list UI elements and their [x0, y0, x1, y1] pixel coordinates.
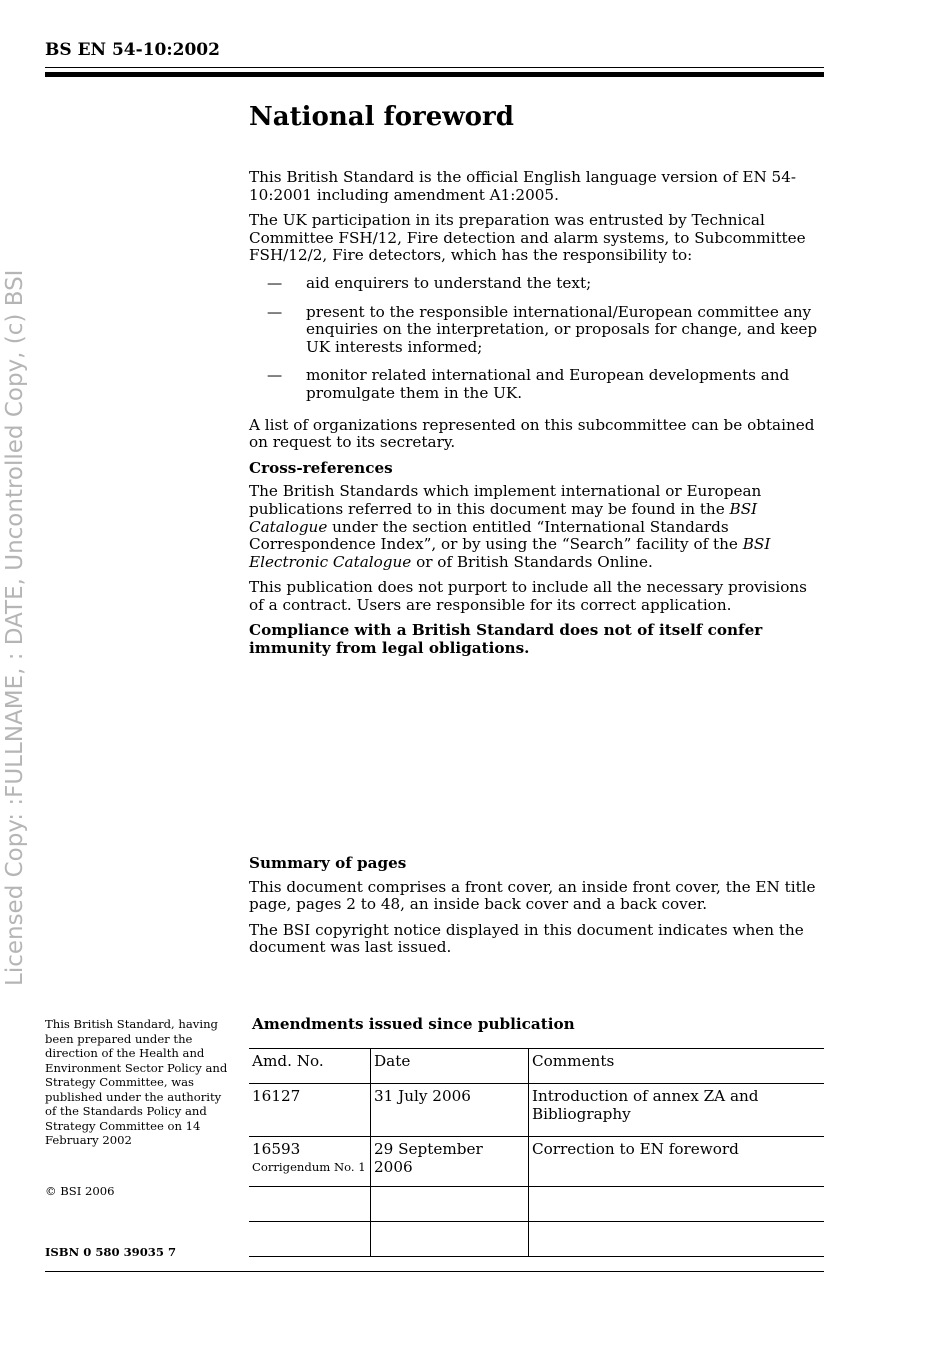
list-item-text: monitor related international and European developments and promulgate them in the UK.	[306, 366, 790, 402]
copyright-notice-paragraph: The BSI copyright notice displayed in this document indicates when the document was last issued.	[249, 920, 804, 957]
table-row	[249, 1137, 824, 1187]
amd-no-cell	[249, 1222, 371, 1257]
column-header-comments: Comments	[529, 1049, 825, 1084]
column-header-date: Date	[371, 1049, 529, 1084]
date-cell	[371, 1222, 529, 1257]
date-cell: 29 September 2006	[371, 1137, 529, 1187]
license-watermark: Licensed Copy: :FULLNAME, : DATE, Uncontrolled Copy, (c) BSI	[2, 269, 28, 986]
crossref-text-b: under the section entitled “International Standards Correspondence Index”, or by using the “Search” facility of the	[249, 517, 743, 554]
date-cell	[371, 1187, 529, 1222]
list-item	[249, 304, 824, 357]
national-foreword	[249, 100, 824, 666]
amd-no: 16593	[252, 1140, 301, 1158]
table-row	[249, 1084, 824, 1137]
intro-paragraph: This British Standard is the official English language version of EN 54-10:2001 including amendment A1:2005.	[249, 168, 797, 204]
summary-of-pages	[249, 855, 824, 965]
organizations-paragraph: A list of organizations represented on this subcommittee can be obtained on request to its secretary.	[249, 415, 815, 452]
list-item	[249, 367, 824, 402]
participation-paragraph: The UK participation in its preparation was entrusted by Technical Committee FSH/12, Fire detection and alarm systems, to Subcommittee FSH/12/2, Fire detectors, which has the responsibility to:	[249, 211, 806, 265]
table-row	[249, 1222, 824, 1257]
cross-references-heading: Cross-references	[249, 458, 393, 477]
publication-note: This British Standard, having been prepared under the direction of the Health and Environment Sector Policy and Strategy Committee, was published under the authority of the Standards Policy and Strategy Committee on 14 February 2002	[45, 1017, 228, 1147]
amendments-title: Amendments issued since publication	[252, 1015, 575, 1033]
copyright-line: © BSI 2006	[45, 1184, 115, 1198]
amd-no-cell	[249, 1137, 371, 1187]
page-title: National foreword	[249, 102, 514, 132]
header-rule-thin	[45, 67, 824, 68]
document-code: BS EN 54-10:2002	[45, 40, 220, 60]
provisions-paragraph: This publication does not purport to include all the necessary provisions of a contract. Users are responsible for its correct application.	[249, 578, 807, 614]
list-item-text: present to the responsible international/European committee any enquiries on the interpretation, or proposals for change, and keep UK interests informed;	[306, 302, 818, 356]
table-row	[249, 1187, 824, 1222]
comment-cell	[529, 1222, 825, 1257]
compliance-statement: Compliance with a British Standard does not of itself confer immunity from legal obligations.	[249, 621, 763, 658]
list-dash: —	[267, 302, 283, 321]
amd-sub-label: Corrigendum No. 1	[252, 1159, 366, 1174]
comment-cell: Introduction of annex ZA and Bibliography	[529, 1084, 825, 1137]
amendments-table	[249, 1048, 824, 1257]
amd-no: 16127	[252, 1087, 301, 1105]
date-cell: 31 July 2006	[371, 1084, 529, 1137]
comment-cell: Correction to EN foreword	[529, 1137, 825, 1187]
crossref-text-a: The British Standards which implement international or European publications referred to in this document may be found in the	[249, 482, 762, 518]
bsi-catalogue-title: BSI Catalogue	[249, 499, 758, 536]
summary-heading: Summary of pages	[249, 854, 407, 872]
comment-cell	[529, 1187, 825, 1222]
bsi-electronic-catalogue-title: BSI Electronic Catalogue	[249, 535, 771, 571]
column-header-amd-no: Amd. No.	[249, 1049, 371, 1084]
header-rule-thick	[45, 72, 824, 77]
list-item	[249, 275, 824, 293]
amd-no-cell	[249, 1084, 371, 1137]
list-dash: —	[267, 366, 283, 385]
footer-rule	[45, 1271, 824, 1272]
summary-paragraph: This document comprises a front cover, an inside front cover, the EN title page, pages 2 to 48, an inside back cover and a back cover.	[249, 877, 816, 914]
list-item-text: aid enquirers to understand the text;	[306, 273, 592, 292]
isbn-line: ISBN 0 580 39035 7	[45, 1245, 177, 1259]
crossref-text-c: or of British Standards Online.	[411, 552, 653, 571]
table-header-row	[249, 1049, 824, 1084]
responsibility-list	[249, 275, 824, 403]
amd-no-cell	[249, 1187, 371, 1222]
cross-references-paragraph	[249, 483, 824, 571]
list-dash: —	[267, 273, 283, 292]
